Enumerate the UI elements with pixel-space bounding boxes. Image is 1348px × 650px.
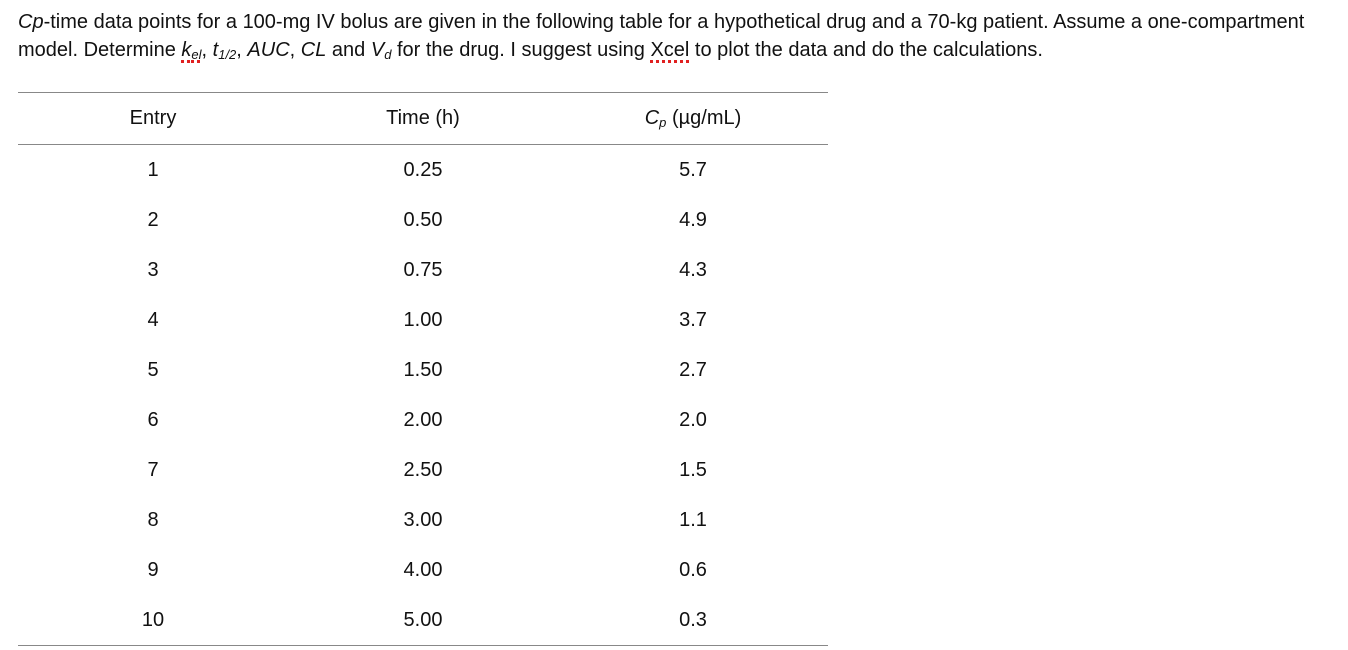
cell-time: 2.50 bbox=[403, 458, 443, 481]
vd-symbol: $V_d$ bbox=[370, 39, 392, 62]
cell-time: 0.75 bbox=[403, 258, 443, 281]
cell-time: 0.50 bbox=[403, 208, 443, 231]
table-header-row bbox=[18, 93, 828, 145]
table-row bbox=[18, 145, 828, 196]
cell-entry: 5 bbox=[147, 358, 159, 381]
cell-cp: 5.7 bbox=[679, 158, 707, 181]
table-row bbox=[18, 395, 828, 445]
thalf-symbol: $t_{1/2}$ bbox=[212, 39, 237, 62]
cell-time: 2.00 bbox=[403, 408, 443, 431]
header-time: Time (h) bbox=[288, 93, 558, 145]
cell-entry: 1 bbox=[147, 158, 159, 181]
problem-text-part-3: to plot the data and do the calculations. bbox=[689, 39, 1043, 61]
table-row bbox=[18, 345, 828, 395]
cell-cp: 2.0 bbox=[679, 408, 707, 431]
cell-time: 3.00 bbox=[403, 508, 443, 531]
cell-entry: 4 bbox=[147, 308, 159, 331]
cell-entry: 2 bbox=[147, 208, 159, 231]
cell-time: 0.25 bbox=[403, 158, 443, 181]
cell-entry: 3 bbox=[147, 258, 159, 281]
xcel-spell-flag[interactable]: Xcel bbox=[650, 39, 690, 61]
cell-entry: 7 bbox=[147, 458, 159, 481]
cell-time: 1.50 bbox=[403, 358, 443, 381]
cp-label: Cp bbox=[18, 11, 44, 33]
table-row bbox=[18, 195, 828, 245]
cell-cp: 1.1 bbox=[679, 508, 707, 531]
cell-time: 5.00 bbox=[288, 595, 558, 646]
kel-symbol bbox=[181, 39, 201, 61]
cell-cp: 3.7 bbox=[679, 308, 707, 331]
cell-entry: 6 bbox=[147, 408, 159, 431]
cell-cp: 2.7 bbox=[679, 358, 707, 381]
cell-time: 1.00 bbox=[403, 308, 443, 331]
cell-cp: 0.6 bbox=[679, 558, 707, 581]
auc-symbol: AUC bbox=[247, 39, 290, 61]
cell-entry: 8 bbox=[147, 508, 159, 531]
table-row bbox=[18, 295, 828, 345]
cl-symbol: CL bbox=[300, 39, 327, 61]
table-row bbox=[18, 445, 828, 495]
cell-entry: 10 bbox=[18, 595, 288, 646]
cell-cp: 4.9 bbox=[679, 208, 707, 231]
problem-statement: Cp-time data points for a 100-mg IV bolus are given in the following table for a hypothetical drug and a 70-kg patient. Assume a one-compartment model. Determine $k_{el}$, $t_{1/2}$, AUC, CL and $V_d$ for the drug. I suggest using Xcel to plot the data and do the calculations. bbox=[18, 11, 1305, 62]
table-row bbox=[18, 245, 828, 295]
cell-entry: 9 bbox=[147, 558, 159, 581]
problem-text-part-2: for the drug. I suggest using bbox=[391, 39, 651, 61]
header-cp: $C_p$ (µg/mL) bbox=[558, 93, 828, 145]
cell-cp: 4.3 bbox=[679, 258, 707, 281]
cell-time: 4.00 bbox=[403, 558, 443, 581]
table-row bbox=[18, 595, 828, 646]
cp-time-table bbox=[18, 92, 828, 646]
cell-cp: 0.3 bbox=[558, 595, 828, 646]
table-row bbox=[18, 495, 828, 545]
header-entry: Entry bbox=[18, 93, 288, 145]
table-row bbox=[18, 545, 828, 595]
problem-text-part-1: -time data points for a 100-mg IV bolus are given in the following table for a hypothetical drug and a 70-kg patient. Assume a one-compartment model. Determine bbox=[18, 11, 1305, 61]
kel-spell-flag[interactable]: $k_{el}$ bbox=[181, 39, 202, 62]
cell-cp: 1.5 bbox=[679, 458, 707, 481]
